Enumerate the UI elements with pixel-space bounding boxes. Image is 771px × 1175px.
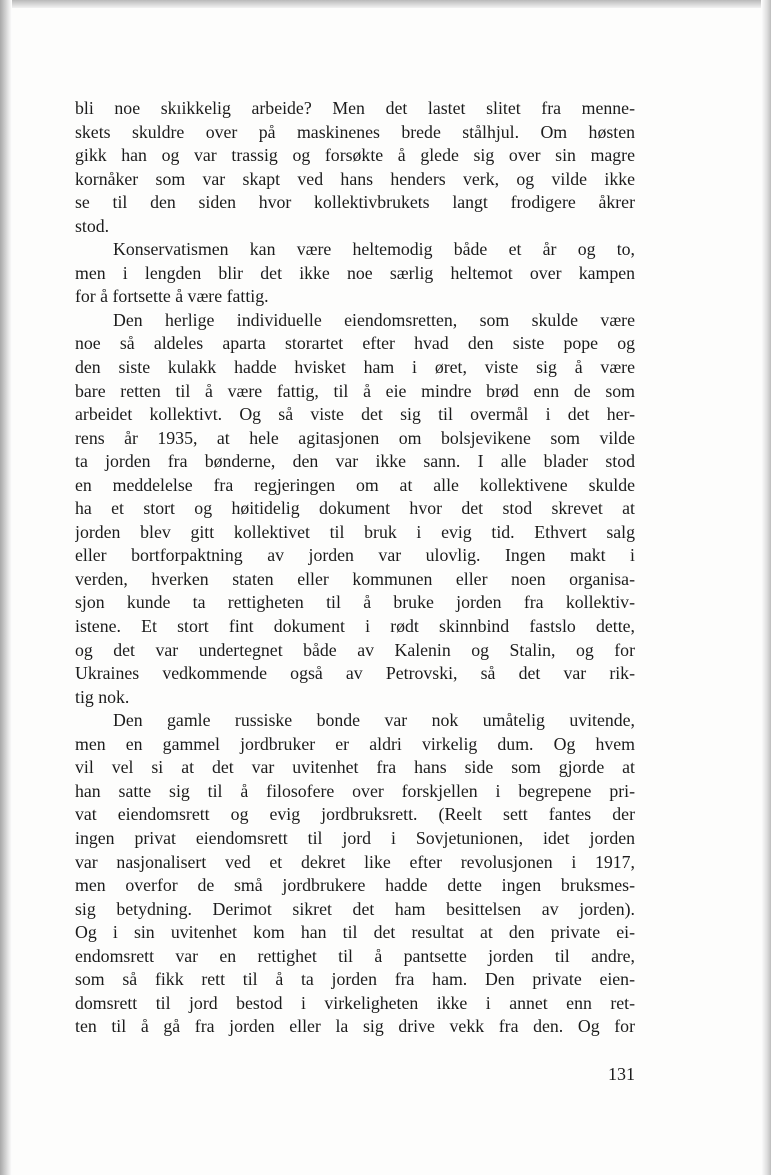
text-line: rens år 1935, at hele agitasjonen om bolsjevikene som vilde xyxy=(75,427,635,448)
text-line: vat eiendomsrett og evig jordbruksrett. (Reelt sett fantes der xyxy=(75,804,635,825)
text-line: men en gammel jordbruker er aldri virkelig dum. Og hvem xyxy=(75,733,635,754)
text-line: arbeidet kollektivt. Og så viste det sig til overmål i det her- xyxy=(75,404,635,425)
scan-top-edge xyxy=(0,0,771,8)
text-line: han satte sig til å filosofere over forskjellen i begrepene pri- xyxy=(75,780,635,801)
text-line: noe så aldeles aparta storartet efter hvad den siste pope og xyxy=(75,333,635,354)
text-line: for å fortsette å være fattig. xyxy=(75,286,269,307)
text-line: Og i sin uvitenhet kom han til det resultat at den private ei- xyxy=(75,922,635,943)
text-line: bare retten til å være fattig, til å eie mindre brød enn de som xyxy=(75,380,635,401)
text-line: verden, hverken staten eller kommunen eller noen organisa- xyxy=(75,568,635,589)
text-line: men overfor de små jordbrukere hadde dette ingen bruksmes- xyxy=(75,875,635,896)
text-line: eller bortforpaktning av jorden var ulovlig. Ingen makt i xyxy=(75,545,635,566)
text-line: og det var undertegnet både av Kalenin og Stalin, og for xyxy=(75,639,635,660)
text-line: sjon kunde ta rettigheten til å bruke jorden fra kollektiv- xyxy=(75,592,635,613)
text-line: som så fikk rett til å ta jorden fra ham. Den private eien- xyxy=(75,969,635,990)
text-line: istene. Et stort fint dokument i rødt skinnbind fastslo dette, xyxy=(75,616,635,637)
text-line: den siste kulakk hadde hvisket ham i øret, viste sig å være xyxy=(75,357,635,378)
text-line: tig nok. xyxy=(75,686,130,707)
text-line: jorden blev gitt kollektivet til bruk i evig tid. Ethvert salg xyxy=(75,521,635,542)
text-line: vil vel si at det var uvitenhet fra hans side som gjorde at xyxy=(75,757,635,778)
text-line: skets skuldre over på maskinenes brede stålhjul. Om høsten xyxy=(75,121,635,142)
text-line: var nasjonalisert ved et dekret like efter revolusjonen i 1917, xyxy=(75,851,635,872)
text-line: sig betydning. Derimot sikret det ham besittelsen av jorden). xyxy=(75,898,635,919)
paragraph-start-line: Den gamle russiske bonde var nok umåtelig uvitende, xyxy=(113,710,635,731)
scan-left-edge xyxy=(0,0,12,1175)
text-line: kornåker som var skapt ved hans henders verk, og vilde ikke xyxy=(75,168,635,189)
text-line: domsrett til jord bestod i virkeligheten ikke i annet enn ret- xyxy=(75,992,635,1013)
page-number: 131 xyxy=(608,1064,635,1084)
text-line: se til den siden hvor kollektivbrukets langt frodigere åkrer xyxy=(75,192,635,213)
text-line: ta jorden fra bønderne, den var ikke sann. I alle blader stod xyxy=(75,451,635,472)
text-line: ingen privat eiendomsrett til jord i Sovjetunionen, idet jorden xyxy=(75,827,635,848)
text-line: gikk han og var trassig og forsøkte å glede sig over sin magre xyxy=(75,145,635,166)
text-line: stod. xyxy=(75,215,110,236)
text-line: men i lengden blir det ikke noe særlig heltemot over kampen xyxy=(75,262,635,283)
scan-right-edge xyxy=(761,0,771,1175)
body-text xyxy=(75,97,635,1039)
text-line: ten til å gå fra jorden eller la sig drive vekk fra den. Og for xyxy=(75,1016,635,1037)
paragraph-start-line: Konservatismen kan være heltemodig både et år og to, xyxy=(113,239,635,260)
text-line: bli noe skıikkelig arbeide? Men det lastet slitet fra menne- xyxy=(75,98,635,118)
text-line: endomsrett var en rettighet til å pantsette jorden til andre, xyxy=(75,945,635,966)
text-line: Ukraines vedkommende også av Petrovski, så det var rik- xyxy=(75,663,635,684)
paragraph-start-line: Den herlige individuelle eiendomsretten, som skulde være xyxy=(113,309,635,330)
text-line: ha et stort og høitidelig dokument hvor det stod skrevet at xyxy=(75,498,635,519)
text-line: en meddelelse fra regjeringen om at alle kollektivene skulde xyxy=(75,474,635,495)
